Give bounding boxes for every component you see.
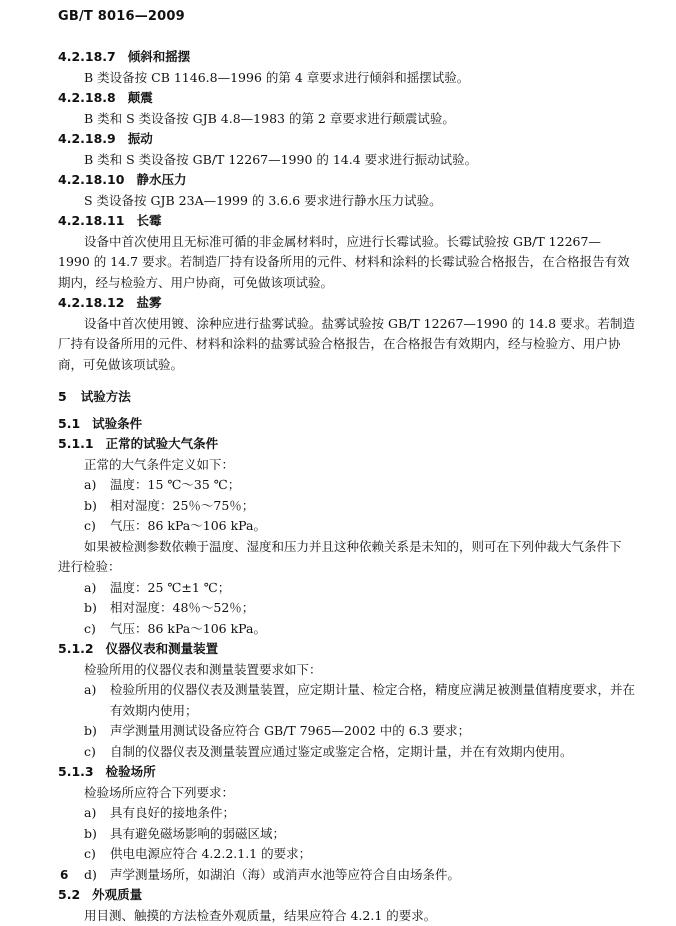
list-marker: a)	[84, 680, 96, 701]
chapter-title: 试验方法	[81, 389, 131, 404]
page-header-standard-code: GB/T 8016—2009	[58, 9, 185, 24]
list-marker: c)	[84, 844, 96, 865]
section-heading-5-1-1	[58, 434, 630, 455]
section-title: 振动	[128, 131, 153, 146]
list-text: 具有避免磁场影响的弱磁区域；	[110, 826, 285, 841]
paragraph-line: 设备中首次使用且无标准可循的非金属材料时，应进行长霉试验。长霉试验按 GB/T 12267—	[58, 232, 630, 253]
section-title: 检验场所	[106, 764, 156, 779]
section-text: S 类设备按 GJB 23A—1999 的 3.6.6 要求进行静水压力试验。	[58, 191, 630, 212]
section-number: 5.1.2	[58, 639, 94, 660]
section-title: 外观质量	[92, 887, 142, 902]
list-text-line: 声学测量用测试设备应符合 GB/T 7965—2002 中的 6.3 要求；	[110, 721, 630, 742]
list-item	[58, 598, 630, 619]
section-heading-4-2-18-11	[58, 211, 630, 232]
section-number: 4.2.18.10	[58, 170, 124, 191]
section-heading-4-2-18-12	[58, 293, 630, 314]
list-text: 相对湿度：48％～52％；	[110, 600, 254, 615]
list-marker: a)	[84, 803, 96, 824]
document-body	[58, 47, 630, 926]
paragraph-line: 设备中首次使用镀、涂种应进行盐雾试验。盐雾试验按 GB/T 12267—1990 的 14.8 要求。若制造	[58, 314, 630, 335]
section-heading-5-2	[58, 885, 630, 906]
list-item	[58, 721, 630, 742]
list-item	[58, 475, 630, 496]
paragraph-line: 商，可免做该项试验。	[58, 355, 630, 376]
list-marker: c)	[84, 516, 96, 537]
section-heading-4-2-18-9	[58, 129, 630, 150]
section-heading-5-1-2	[58, 639, 630, 660]
list-text: 温度：25 ℃±1 ℃；	[110, 580, 230, 595]
list-item	[58, 578, 630, 599]
list-marker: b)	[84, 824, 97, 845]
list-item	[58, 496, 630, 517]
chapter-number: 5	[58, 387, 67, 408]
list-item	[58, 619, 630, 640]
list-text: 气压：86 kPa～106 kPa。	[110, 518, 266, 533]
section-intro: 检验场所应符合下列要求：	[58, 783, 630, 804]
list-text-line: 有效期内使用；	[110, 701, 630, 722]
list-marker: a)	[84, 578, 96, 599]
section-title: 长霉	[136, 213, 161, 228]
list-text: 声学测量场所，如湖泊（海）或消声水池等应符合自由场条件。	[110, 867, 460, 882]
list-item	[58, 865, 630, 886]
list-text: 相对湿度：25％～75％；	[110, 498, 254, 513]
section-text: B 类和 S 类设备按 GB/T 12267—1990 的 14.4 要求进行振动试验。	[58, 150, 630, 171]
list-marker: b)	[84, 721, 97, 742]
section-number: 4.2.18.7	[58, 47, 116, 68]
paragraph-line: 1990 的 14.7 要求。若制造厂持有设备所用的元件、材料和涂料的长霉试验合格报告，在合格报告有效	[58, 252, 630, 273]
section-heading-4-2-18-7	[58, 47, 630, 68]
section-number: 4.2.18.11	[58, 211, 124, 232]
section-heading-4-2-18-10	[58, 170, 630, 191]
section-text: B 类设备按 CB 1146.8—1996 的第 4 章要求进行倾斜和摇摆试验。	[58, 68, 630, 89]
paragraph-line: 厂持有设备所用的元件、材料和涂料的盐雾试验合格报告，在合格报告有效期内，经与检验方、用户协	[58, 334, 630, 355]
section-number: 5.1.3	[58, 762, 94, 783]
section-heading-5-1	[58, 414, 630, 435]
list-marker: b)	[84, 598, 97, 619]
section-number: 5.2	[58, 885, 80, 906]
section-title: 正常的试验大气条件	[106, 436, 219, 451]
section-number: 4.2.18.9	[58, 129, 116, 150]
section-title: 试验条件	[92, 416, 142, 431]
section-number: 5.1	[58, 414, 80, 435]
list-marker: c)	[84, 742, 96, 763]
section-heading-5-1-3	[58, 762, 630, 783]
list-item	[58, 803, 630, 824]
list-text: 供电电源应符合 4.2.2.1.1 的要求；	[110, 846, 311, 861]
list-item	[58, 824, 630, 845]
section-text: B 类和 S 类设备按 GJB 4.8—1983 的第 2 章要求进行颠震试验。	[58, 109, 630, 130]
list-text: 温度：15 ℃～35 ℃；	[110, 477, 240, 492]
page-number: 6	[60, 868, 68, 882]
list-marker: d)	[84, 865, 97, 886]
section-title: 静水压力	[136, 172, 186, 187]
list-text: 气压：86 kPa～106 kPa。	[110, 621, 266, 636]
section-title: 仪器仪表和测量装置	[106, 641, 219, 656]
list-item	[58, 680, 630, 721]
section-intro: 正常的大气条件定义如下：	[58, 455, 630, 476]
section-number: 4.2.18.12	[58, 293, 124, 314]
list-marker: c)	[84, 619, 96, 640]
section-title: 倾斜和摇摆	[128, 49, 191, 64]
paragraph-line: 期内，经与检验方、用户协商，可免做该项试验。	[58, 273, 630, 294]
paragraph-line: 进行检验：	[58, 557, 630, 578]
list-text-line: 自制的仪器仪表及测量装置应通过鉴定或鉴定合格，定期计量，并在有效期内使用。	[110, 742, 630, 763]
list-item	[58, 844, 630, 865]
list-text-line: 检验所用的仪器仪表及测量装置，应定期计量、检定合格，精度应满足被测量值精度要求，并在	[110, 680, 630, 701]
section-title: 颠震	[128, 90, 153, 105]
section-number: 4.2.18.8	[58, 88, 116, 109]
section-heading-4-2-18-8	[58, 88, 630, 109]
section-number: 5.1.1	[58, 434, 94, 455]
list-item	[58, 742, 630, 763]
section-text: 用目测、触摸的方法检查外观质量，结果应符合 4.2.1 的要求。	[58, 906, 630, 926]
list-marker: b)	[84, 496, 97, 517]
section-title: 盐雾	[136, 295, 161, 310]
section-intro: 检验所用的仪器仪表和测量装置要求如下：	[58, 660, 630, 681]
list-marker: a)	[84, 475, 96, 496]
list-text: 具有良好的接地条件；	[110, 805, 235, 820]
paragraph-line: 如果被检测参数依赖于温度、湿度和压力并且这种依赖关系是未知的，则可在下列仲裁大气条件下	[58, 537, 630, 558]
chapter-heading-5	[58, 387, 630, 408]
list-item	[58, 516, 630, 537]
